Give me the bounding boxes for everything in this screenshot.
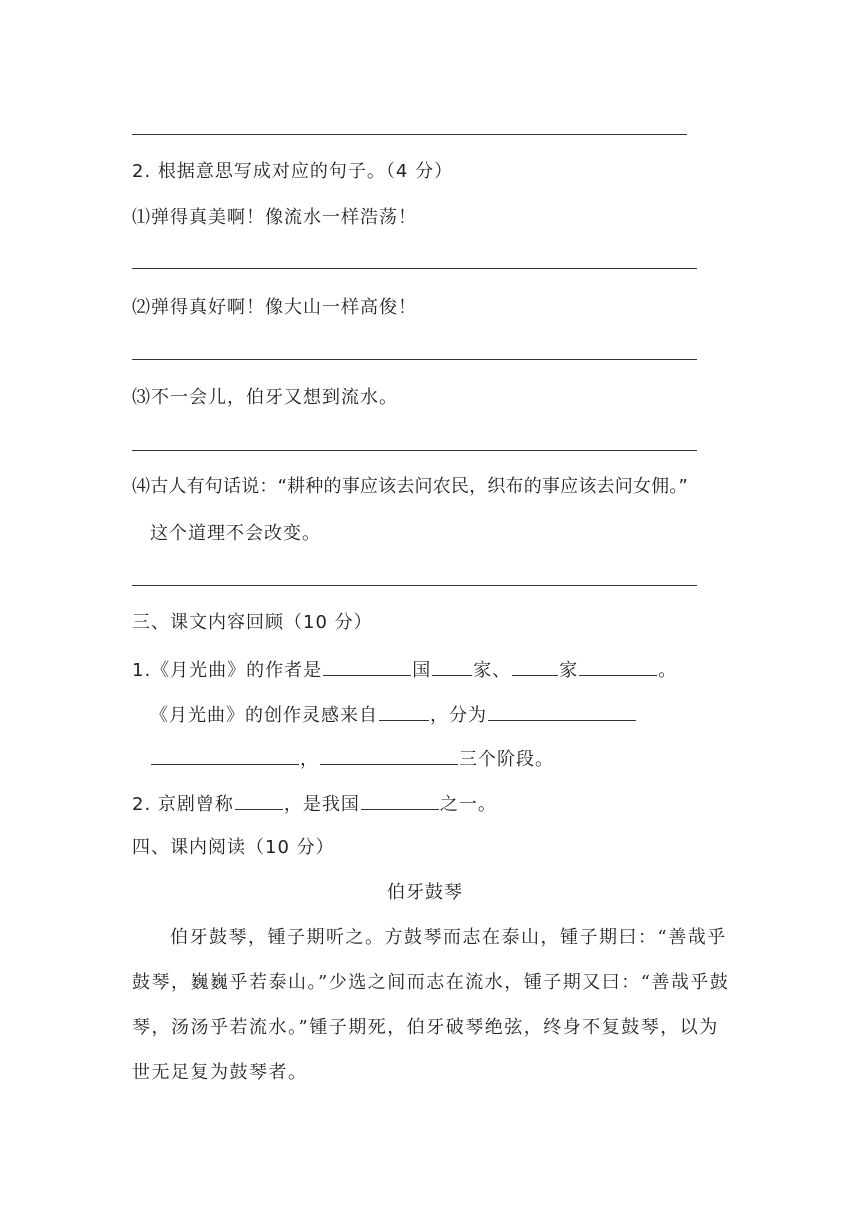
blank-author-country[interactable] xyxy=(323,657,411,676)
section4-heading: 四、课内阅读（10 分） xyxy=(132,837,335,858)
s3-q1-line3 xyxy=(150,746,554,772)
q2-item-2: ⑵弹得真好啊！像大山一样高俊！ xyxy=(132,297,417,318)
s3-q2-prefix: 2. 京剧曾称 xyxy=(132,794,234,815)
q2-item-3: ⑶不一会儿，伯牙又想到流水。 xyxy=(132,387,398,408)
blank-stage-3[interactable] xyxy=(320,746,458,765)
s3-q2-end: 之一。 xyxy=(439,794,497,815)
s3-q1-prefix: 1.《月光曲》的作者是 xyxy=(132,660,323,681)
section3-heading: 三、课文内容回顾（10 分） xyxy=(132,612,373,633)
s3-q1-end: 。 xyxy=(658,660,678,681)
blank-author-name[interactable] xyxy=(579,657,657,676)
answer-line-4[interactable] xyxy=(132,585,697,586)
blank-stage-2[interactable] xyxy=(151,746,299,765)
blank-peking-opera-name[interactable] xyxy=(235,791,283,810)
s3-q1-line3-sep: ， xyxy=(300,749,319,770)
s3-q1-guo: 国 xyxy=(412,660,432,681)
s3-q2 xyxy=(132,791,497,817)
q2-item-4-continued: 这个道理不会改变。 xyxy=(150,523,321,544)
s3-q1-line3-end: 三个阶段。 xyxy=(459,749,554,770)
s3-q1-line1 xyxy=(132,657,677,683)
blank-profession-1[interactable] xyxy=(432,657,472,676)
blank-stage-1[interactable] xyxy=(488,702,636,721)
passage-title: 伯牙鼓琴 xyxy=(387,882,463,903)
answer-line-top xyxy=(132,134,687,135)
q2-heading: 2. 根据意思写成对应的句子。（4 分） xyxy=(132,161,454,182)
q2-item-1: ⑴弹得真美啊！像流水一样浩荡！ xyxy=(132,207,417,228)
s3-q1-jia: 家、 xyxy=(473,660,512,681)
s3-q2-mid: ，是我国 xyxy=(283,794,360,815)
answer-line-1[interactable] xyxy=(132,268,697,269)
blank-profession-2[interactable] xyxy=(512,657,558,676)
s3-q1-line2-prefix: 《月光曲》的创作灵感来自 xyxy=(150,705,378,726)
passage-text: 伯牙鼓琴，锺子期听之。方鼓琴而志在泰山，锺子期曰：“善哉乎鼓琴，巍巍乎若泰山。”少选之间而志在流水，锺子期又曰：“善哉乎鼓琴，汤汤乎若流水。”锺子期死，伯牙破琴绝弦，终身不复鼓琴，以为世无足复为鼓琴者。 xyxy=(132,927,730,1083)
s3-q1-line2 xyxy=(150,702,637,728)
answer-line-2[interactable] xyxy=(132,359,697,360)
blank-national-treasure[interactable] xyxy=(361,791,439,810)
answer-line-3[interactable] xyxy=(132,450,697,451)
s3-q1-jia2: 家 xyxy=(559,660,579,681)
s3-q1-line2-mid: ，分为 xyxy=(430,705,487,726)
blank-inspiration[interactable] xyxy=(379,702,429,721)
q2-item-4: ⑷古人有句话说：“耕种的事应该去问农民，织布的事应该去问女佣。” xyxy=(132,476,689,497)
